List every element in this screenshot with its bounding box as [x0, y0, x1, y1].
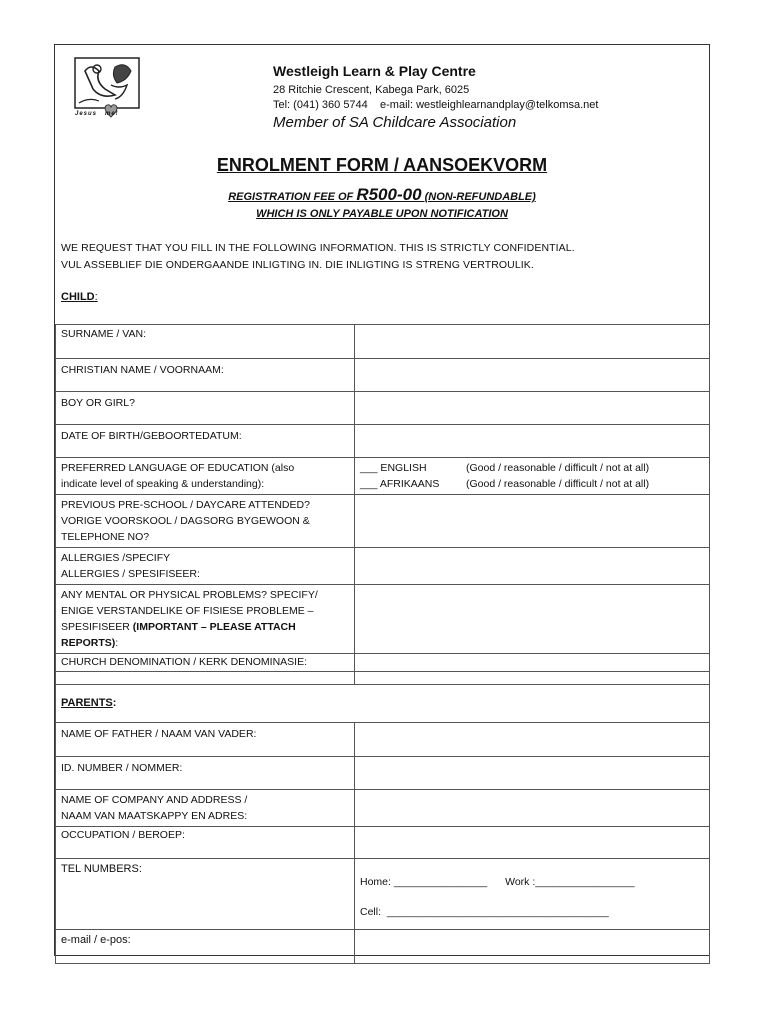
preschool-label-line1: PREVIOUS PRE-SCHOOL / DAYCARE ATTENDED? — [61, 499, 310, 511]
table-row — [56, 392, 710, 425]
allergies-label — [56, 548, 355, 585]
mental-physical-label — [56, 585, 355, 654]
intro-text — [61, 240, 575, 274]
afrikaans-scale: (Good / reasonable / difficult / not at all) — [466, 478, 650, 490]
language-label-line2: indicate level of speaking & understanding): — [61, 478, 265, 490]
occupation-label: OCCUPATION / BEROEP: — [56, 827, 355, 859]
logo-tagline: Jesus me! — [75, 111, 119, 117]
parents-heading-table — [55, 671, 710, 723]
tel-numbers-label: TEL NUMBERS: — [56, 859, 355, 930]
dob-field[interactable] — [355, 425, 710, 458]
mental-physical-field[interactable] — [355, 585, 710, 654]
org-name: Westleigh Learn & Play Centre — [273, 63, 476, 79]
mental-label-line3-text: SPESIFISEER — [61, 621, 133, 633]
child-heading-text: CHILD — [61, 291, 95, 303]
table-row — [56, 425, 710, 458]
table-row — [56, 325, 710, 359]
reg-suffix: (NON-REFUNDABLE) — [421, 191, 536, 203]
language-english-option[interactable] — [360, 460, 704, 476]
company-field[interactable] — [355, 790, 710, 827]
surname-label: SURNAME / VAN: — [56, 325, 355, 359]
mental-label-reports: REPORTS) — [61, 637, 116, 649]
table-row — [56, 723, 710, 757]
mental-label-line2: ENIGE VERSTANDELIKE OF FISIESE PROBLEME – — [61, 605, 314, 617]
registration-payment-note: WHICH IS ONLY PAYABLE UPON NOTIFICATION — [256, 208, 508, 220]
christian-name-field[interactable] — [355, 359, 710, 392]
mental-label-colon: : — [115, 637, 119, 649]
org-contact: Tel: (041) 360 5744 e-mail: westleighlearnandplay@telkomsa.net — [273, 99, 599, 111]
table-row — [56, 930, 710, 964]
id-number-field[interactable] — [355, 757, 710, 790]
parents-heading-text: PARENTS — [61, 697, 113, 709]
language-label-line1: PREFERRED LANGUAGE OF EDUCATION (also — [61, 462, 295, 474]
mental-label-line1: ANY MENTAL OR PHYSICAL PROBLEMS? SPECIFY/ — [61, 589, 318, 601]
company-label-line2: NAAM VAN MAATSKAPPY EN ADRES: — [61, 810, 248, 822]
tel-work[interactable]: Work :_________________ — [505, 876, 635, 888]
email-field[interactable] — [355, 930, 710, 964]
surname-field[interactable] — [355, 325, 710, 359]
dob-label: DATE OF BIRTH/GEBOORTEDATUM: — [56, 425, 355, 458]
mental-label-line4 — [61, 635, 349, 651]
mental-label-important: (IMPORTANT – PLEASE ATTACH — [132, 621, 296, 633]
allergies-field[interactable] — [355, 548, 710, 585]
tel-home-work-row — [360, 867, 704, 897]
school-header — [273, 63, 598, 131]
language-field[interactable] — [355, 458, 710, 495]
father-label: NAME OF FATHER / NAAM VAN VADER: — [56, 723, 355, 757]
tel-home[interactable]: Home: ________________ — [360, 876, 488, 888]
intro-english: WE REQUEST THAT YOU FILL IN THE FOLLOWING INFORMATION. THIS IS STRICTLY CONFIDENTIAL. — [61, 242, 575, 254]
school-logo — [71, 55, 143, 125]
table-row — [56, 548, 710, 585]
parents-heading-cell: PARENTS: — [56, 672, 710, 723]
preschool-label — [56, 495, 355, 548]
preschool-label-line3: TELEPHONE NO? — [61, 531, 150, 543]
company-label — [56, 790, 355, 827]
church-label: CHURCH DENOMINATION / KERK DENOMINASIE: — [56, 654, 355, 685]
company-label-line1: NAME OF COMPANY AND ADDRESS / — [61, 794, 248, 806]
intro-afrikaans: VUL ASSEBLIEF DIE ONDERGAANDE INLIGTING IN. DIE INLIGTING IS STRENG VERTROULIK. — [61, 259, 534, 271]
table-row — [56, 585, 710, 654]
table-row — [56, 757, 710, 790]
mental-label-line3 — [61, 619, 349, 635]
reg-prefix: REGISTRATION FEE OF — [228, 191, 357, 203]
language-afrikaans-option[interactable] — [360, 476, 704, 492]
tel-numbers-field[interactable] — [355, 859, 710, 930]
english-option-label: ___ ENGLISH — [360, 462, 427, 474]
allergies-label-line2: ALLERGIES / SPESIFISEER: — [61, 568, 200, 580]
table-row — [56, 790, 710, 827]
table-row — [56, 359, 710, 392]
form-title: ENROLMENT FORM / AANSOEKVORM — [216, 155, 548, 175]
table-row — [56, 672, 710, 723]
language-label — [56, 458, 355, 495]
registration-fee-line — [55, 185, 709, 205]
afrikaans-option-label: ___ AFRIKAANS — [360, 478, 440, 490]
table-row — [56, 859, 710, 930]
table-row — [56, 458, 710, 495]
table-row — [56, 827, 710, 859]
preschool-label-line2: VORIGE VOORSKOOL / DAGSORG BYGEWOON & — [61, 515, 310, 527]
child-heading: CHILD: — [61, 291, 98, 303]
reg-fee: R500-00 — [356, 185, 422, 204]
id-number-label: ID. NUMBER / NOMMER: — [56, 757, 355, 790]
tel-cell-row — [360, 897, 704, 927]
enrolment-form-page — [54, 44, 710, 956]
occupation-field[interactable] — [355, 827, 710, 859]
preschool-field[interactable] — [355, 495, 710, 548]
parents-details-table — [55, 722, 710, 964]
child-details-table — [55, 324, 710, 685]
boy-girl-label: BOY OR GIRL? — [56, 392, 355, 425]
table-row — [56, 495, 710, 548]
tel-cell[interactable]: Cell: ______________________________________ — [360, 906, 609, 918]
father-field[interactable] — [355, 723, 710, 757]
boy-girl-field[interactable] — [355, 392, 710, 425]
english-scale: (Good / reasonable / difficult / not at all) — [466, 462, 650, 474]
christian-name-label: CHRISTIAN NAME / VOORNAAM: — [56, 359, 355, 392]
allergies-label-line1: ALLERGIES /SPECIFY — [61, 552, 171, 564]
email-label: e-mail / e-pos: — [56, 930, 355, 964]
org-address: 28 Ritchie Crescent, Kabega Park, 6025 — [273, 84, 470, 96]
org-membership: Member of SA Childcare Association — [273, 114, 517, 131]
